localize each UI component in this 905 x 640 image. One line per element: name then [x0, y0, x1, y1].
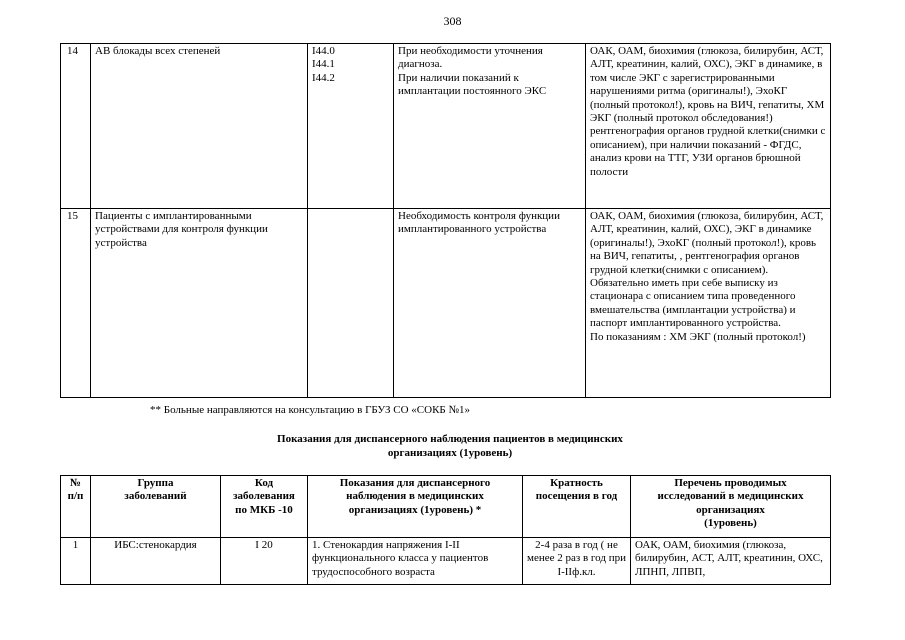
disease-group: ИБС:стенокардия: [91, 538, 221, 585]
dispensary-observation-table: [60, 475, 831, 585]
header-frequency: Кратность посещения в год: [523, 476, 631, 538]
referral-indication: Необходимость контроля функции имплантированного устройства: [394, 209, 586, 398]
icd-code: [308, 209, 394, 398]
table-header-row: [61, 476, 831, 538]
required-exams: ОАК, ОАМ, биохимия (глюкоза, билирубин, АСТ, АЛТ, креатинин, калий, ОХС), ЭКГ в динамике, в том числе ЭКГ с зарегистрированными нарушениями ритма (оригиналы!), ЭхоКГ (полный протокол!), кровь на ВИЧ, гепатиты, ХМ ЭКГ (полный протокол обследования!) рентгенография органов грудной клетки(снимки с описанием), при наличии показаний - ФГДС, анализ крови на ТТГ, УЗИ органов брюшной полости: [586, 44, 831, 209]
header-code: Код заболевания по МКБ -10: [221, 476, 308, 538]
page-number: 308: [443, 14, 462, 28]
disease-group: Пациенты с имплантированными устройствами для контроля функции устройства: [91, 209, 308, 398]
disease-group: АВ блокады всех степеней: [91, 44, 308, 209]
header-exams: Перечень проводимых исследований в медицинских организациях (1уровень): [631, 476, 831, 538]
specialist-referral-table: [60, 43, 831, 398]
row-number: 14: [61, 44, 91, 209]
visit-frequency: 2-4 раза в год ( не менее 2 раз в год при I-IIф.кл.: [523, 538, 631, 585]
table-row: [61, 44, 831, 209]
header-indication: Показания для диспансерного наблюдения в медицинских организациях (1уровень) *: [308, 476, 523, 538]
footnote: ** Больные направляются на консультацию в ГБУЗ СО «СОКБ №1»: [150, 404, 470, 416]
table-row: [61, 209, 831, 398]
header-num: № п/п: [61, 476, 91, 538]
header-group: Группа заболеваний: [91, 476, 221, 538]
required-exams: ОАК, ОАМ, биохимия (глюкоза, билирубин, АСТ, АЛТ, креатинин, калий, ОХС), ЭКГ в динамике (оригиналы!), ЭхоКГ (полный протокол!), кровь на ВИЧ, гепатиты, , рентгенография органов грудной клетки(снимки с описанием). Обязательно иметь при себе выписку из стационара с описанием типа проведенного вмешательства (имплантации устройства) и паспорт имплантированного устройства. По показаниям : ХМ ЭКГ (полный протокол!): [586, 209, 831, 398]
section-title: Показания для диспансерного наблюдения пациентов в медицинских организациях (1уровень): [277, 433, 623, 459]
row-number: 1: [61, 538, 91, 585]
exam-list: ОАК, ОАМ, биохимия (глюкоза, билирубин, АСТ, АЛТ, креатинин, ОХС, ЛПНП, ЛПВП,: [631, 538, 831, 585]
icd-code: I 20: [221, 538, 308, 585]
referral-indication: При необходимости уточнения диагноза. При наличии показаний к имплантации постоянного ЭКС: [394, 44, 586, 209]
row-number: 15: [61, 209, 91, 398]
table-row: [61, 538, 831, 585]
observation-indication: 1. Стенокардия напряжения I-II функционального класса у пациентов трудоспособного возраста: [308, 538, 523, 585]
icd-code: I44.0 I44.1 I44.2: [308, 44, 394, 209]
